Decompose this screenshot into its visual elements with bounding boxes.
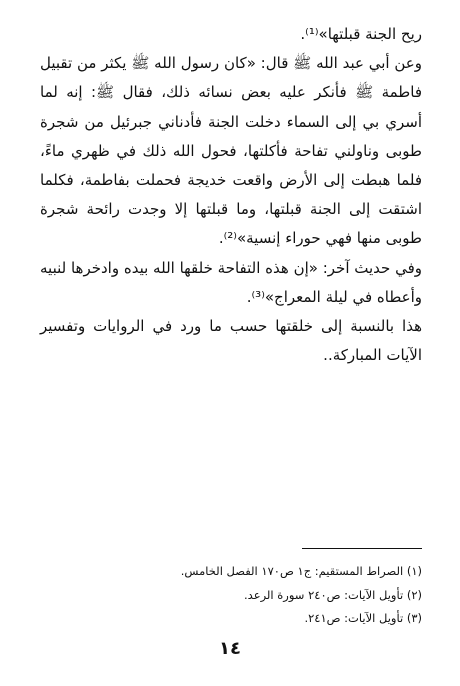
paragraph-2: وعن أبي عبد الله ﷺ قال: «كان رسول الله ﷺ يكثر من تقبيل فاطمة ﷺ فأنكر عليه بعض نسائه ذلك، فقال ﷺ: إنه لما أسري بي إلى السماء دخلت الجنة فأدناني جبرئيل من شجرة طوبى وناولني تفاحة فأكلتها، فحول الله ذلك في ظهري ماءً، فلما هبطت إلى الأرض واقعت خديجة فحملت بفاطمة، فكلما اشتقت إلى الجنة قبلتها، وما قبلتها إلا وجدت رائحة شجرة طوبى منها فهي حوراء إنسية»⁽²⁾. [40, 54, 422, 248]
footnote-3: (٣) تأويل الآيات: ص٢٤١. [304, 611, 422, 625]
main-text [40, 20, 422, 370]
footnote-1: (١) الصراط المستقيم: ج١ ص١٧٠ الفصل الخامس. [180, 564, 422, 578]
page-number: ١٤ [219, 638, 241, 659]
paragraph-4: هذا بالنسبة إلى خلقتها حسب ما ورد في الروايات وتفسير الآيات المباركة.. [40, 317, 422, 365]
footnotes [40, 560, 422, 631]
paragraph-1: ريح الجنة قبلتها»⁽¹⁾. [300, 25, 422, 43]
paragraph-3: وفي حديث آخر: «إن هذه التفاحة خلقها الله بيده وادخرها لنبيه وأعطاه في ليلة المعراج»⁽³⁾. [40, 258, 422, 306]
footnote-divider [302, 548, 422, 549]
footnote-2: (٢) تأويل الآيات: ص٢٤٠ سورة الرعد. [244, 587, 422, 602]
